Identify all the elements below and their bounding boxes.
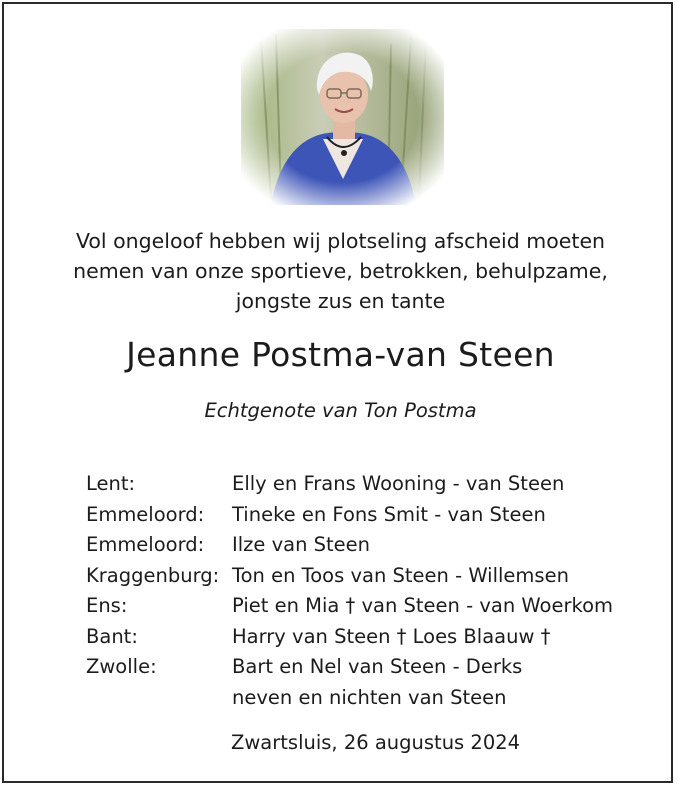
family-place: Emmeloord: xyxy=(86,533,205,556)
family-row xyxy=(86,591,613,622)
family-row xyxy=(86,683,613,714)
portrait-photo xyxy=(241,29,444,205)
family-names: neven en nichten van Steen xyxy=(232,685,507,709)
intro-line: Vol ongeloof hebben wij plotseling afscheid moeten xyxy=(75,229,606,253)
family-names: Elly en Frans Wooning - van Steen xyxy=(232,472,565,495)
deceased-name: Jeanne Postma-van Steen xyxy=(126,335,555,374)
family-names: Ton en Toos van Steen - Willemsen xyxy=(232,563,569,587)
family-place: Ens: xyxy=(86,594,128,617)
family-row xyxy=(86,469,613,500)
family-place: Bant: xyxy=(86,624,138,648)
family-list xyxy=(86,469,613,713)
family-place: Zwolle: xyxy=(86,655,157,678)
family-row xyxy=(86,561,613,592)
family-names: Piet en Mia † van Steen - van Woerkom xyxy=(232,594,613,617)
family-row xyxy=(86,622,613,653)
family-row xyxy=(86,652,613,683)
spouse-line: Echtgenote van Ton Postma xyxy=(204,399,477,422)
family-names: Ilze van Steen xyxy=(232,533,371,556)
intro-line: nemen van onze sportieve, betrokken, behulpzame, xyxy=(73,259,608,283)
family-place: Kraggenburg: xyxy=(86,563,220,587)
family-names: Tineke en Fons Smit - van Steen xyxy=(232,502,546,526)
family-place xyxy=(86,683,232,714)
intro-text xyxy=(4,226,677,316)
obituary-card xyxy=(2,2,673,783)
family-row xyxy=(86,530,613,561)
family-row xyxy=(86,500,613,531)
intro-line: jongste zus en tante xyxy=(235,289,446,313)
family-place: Emmeloord: xyxy=(86,502,205,526)
family-place: Lent: xyxy=(86,472,136,495)
family-names: Bart en Nel van Steen - Derks xyxy=(232,655,523,678)
place-and-date: Zwartsluis, 26 augustus 2024 xyxy=(231,731,521,754)
family-names: Harry van Steen † Loes Blaauw † xyxy=(232,624,551,648)
